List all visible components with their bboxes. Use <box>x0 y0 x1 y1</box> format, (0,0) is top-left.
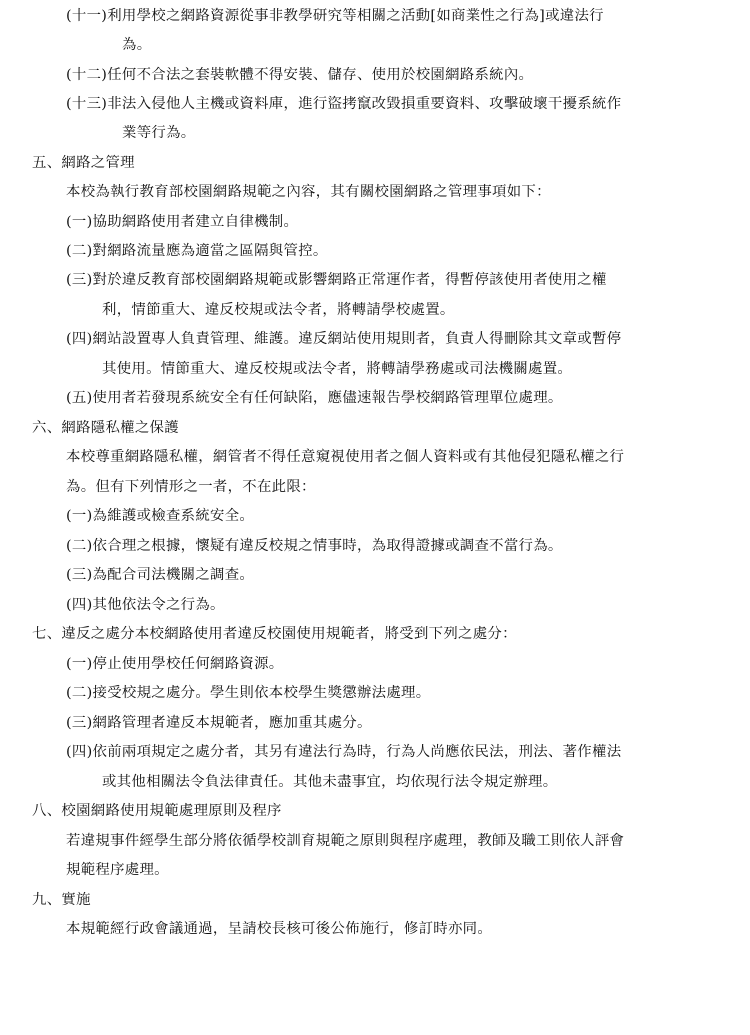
section-6-item-3: (三)為配合司法機關之調查。 <box>66 567 255 583</box>
section-6-intro-cont: 為。但有下列情形之一者，不在此限： <box>66 479 316 495</box>
section-7-item-3: (三)網路管理者違反本規範者，應加重其處分。 <box>66 715 372 731</box>
clause-item-13-cont: 業等行為。 <box>122 125 196 141</box>
section-6-item-1: (一)為維護或檢查系統安全。 <box>66 508 255 524</box>
section-5-item-3-cont: 利，情節重大、違反校規或法令者，將轉請學校處置。 <box>102 302 455 318</box>
clause-item-12: (十二)任何不合法之套裝軟體不得安裝、儲存、使用於校園網路系統內。 <box>66 67 534 83</box>
section-5-item-3: (三)對於違反教育部校園網路規範或影響網路正常運作者，得暫停該使用者使用之權 <box>66 272 607 288</box>
section-heading-5: 五、網路之管理 <box>32 155 135 171</box>
section-heading-6: 六、網路隱私權之保護 <box>32 420 179 436</box>
section-6-intro: 本校尊重網路隱私權，網管者不得任意窺視使用者之個人資料或有其他侵犯隱私權之行 <box>66 449 625 465</box>
section-6-item-4: (四)其他依法令之行為。 <box>66 597 225 613</box>
clause-item-13: (十三)非法入侵他人主機或資料庫，進行盜拷竄改毀損重要資料、攻擊破壞干擾系統作 <box>66 96 622 112</box>
section-5-item-4-cont: 其使用。情節重大、違反校規或法令者，將轉請學務處或司法機關處置。 <box>102 361 573 377</box>
section-7-item-1: (一)停止使用學校任何網路資源。 <box>66 656 284 672</box>
section-5-item-4: (四)網站設置專人負責管理、維護。違反網站使用規則者，負責人得刪除其文章或暫停 <box>66 331 622 347</box>
section-heading-9: 九、實施 <box>32 892 91 908</box>
section-5-item-1: (一)協助網路使用者建立自律機制。 <box>66 214 299 230</box>
section-heading-8: 八、校園網路使用規範處理原則及程序 <box>32 803 282 819</box>
section-6-item-2: (二)依合理之根據，懷疑有違反校規之情事時，為取得證據或調查不當行為。 <box>66 538 563 554</box>
section-5-intro: 本校為執行教育部校園網路規範之內容，其有關校園網路之管理事項如下： <box>66 184 551 200</box>
clause-item-11: (十一)利用學校之網路資源從事非教學研究等相關之活動[如商業性之行為]或違法行 <box>66 8 604 24</box>
section-7-item-2: (二)接受校規之處分。學生則依本校學生獎懲辦法處理。 <box>66 685 431 701</box>
clause-item-11-cont: 為。 <box>122 37 152 53</box>
section-8-body-cont: 規範程序處理。 <box>66 862 169 878</box>
section-9-body: 本規範經行政會議通過，呈請校長核可後公佈施行，修訂時亦同。 <box>66 921 493 937</box>
section-5-item-2: (二)對網路流量應為適當之區隔與管控。 <box>66 243 328 259</box>
section-heading-7: 七、違反之處分本校網路使用者違反校園使用規範者，將受到下列之處分： <box>32 626 517 642</box>
section-7-item-4-cont: 或其他相關法令負法律責任。其他未盡事宜，均依現行法令規定辦理。 <box>102 774 558 790</box>
section-5-item-5: (五)使用者若發現系統安全有任何缺陷，應儘速報告學校網路管理單位處理。 <box>66 390 563 406</box>
section-8-body: 若違規事件經學生部分將依循學校訓育規範之原則與程序處理，教師及職工則依人評會 <box>66 833 625 849</box>
section-7-item-4: (四)依前兩項規定之處分者，其另有違法行為時，行為人尚應依民法，刑法、著作權法 <box>66 744 622 760</box>
